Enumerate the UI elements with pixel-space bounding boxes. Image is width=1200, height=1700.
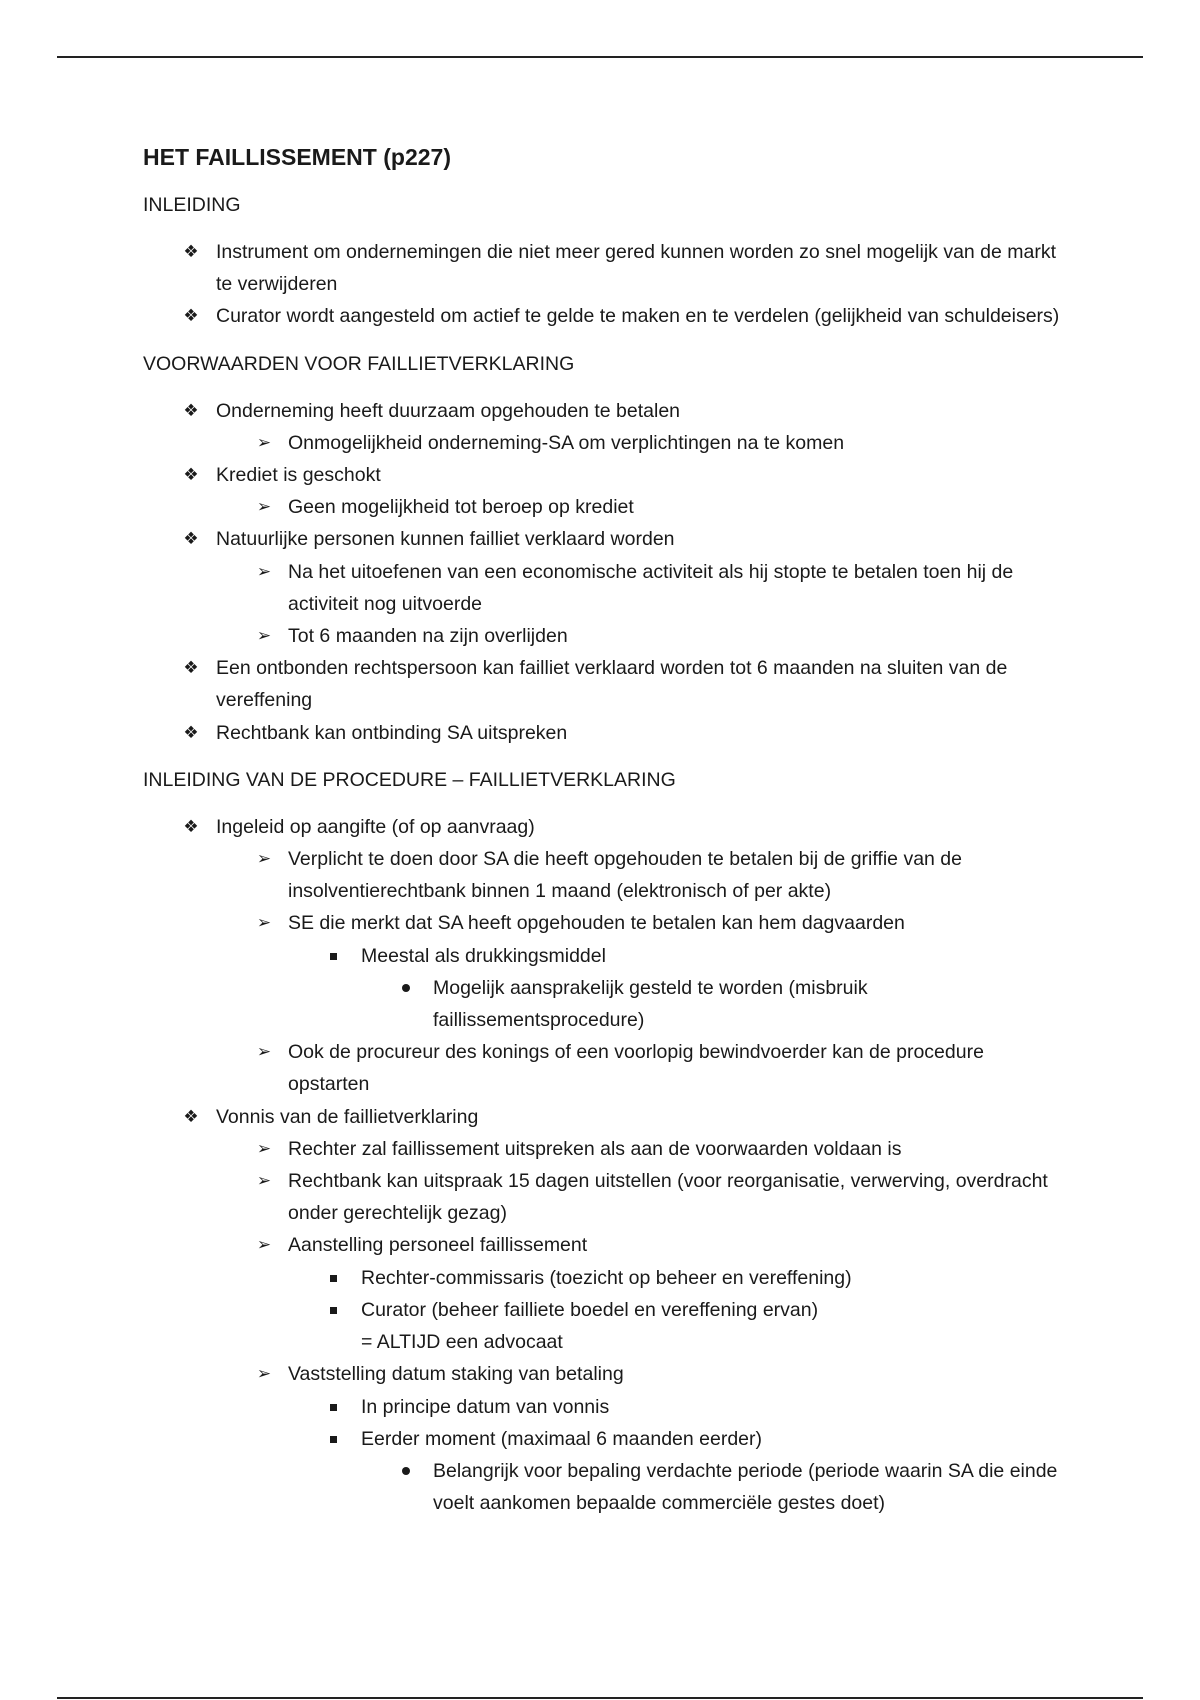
arrow-bullet-icon: ➢ (256, 1364, 272, 1384)
diamond-bullet-icon: ❖ (183, 816, 199, 836)
bottom-rule (57, 1697, 1143, 1699)
arrow-bullet-icon: ➢ (256, 1138, 272, 1158)
arrow-bullet-icon: ➢ (256, 497, 272, 517)
list-item: ❖ Instrument om ondernemingen die niet meer gered kunnen worden zo snel mogelijk van de markt te verwijderen (143, 236, 1063, 300)
top-rule (57, 56, 1143, 58)
arrow-bullet-icon: ➢ (256, 1042, 272, 1062)
list-item: Curator (beheer failliete boedel en vereffening ervan) (143, 1294, 1063, 1326)
list-item: Meestal als drukkingsmiddel (143, 940, 1063, 972)
diamond-bullet-icon: ❖ (183, 658, 199, 678)
section-heading-procedure: INLEIDING VAN DE PROCEDURE – FAILLIETVERKLARING (143, 768, 676, 791)
list-item: ➢ Vaststelling datum staking van betaling (143, 1358, 1063, 1390)
diamond-bullet-icon: ❖ (183, 465, 199, 485)
list-item: In principe datum van vonnis (143, 1391, 1063, 1423)
list-item: ➢ Verplicht te doen door SA die heeft opgehouden te betalen bij de griffie van de insolventierechtbank binnen 1 maand (elektronisch of per akte) (143, 843, 1063, 907)
arrow-bullet-icon: ➢ (256, 849, 272, 869)
list-item: ➢ Na het uitoefenen van een economische activiteit als hij stopte te betalen toen hij de activiteit nog uitvoerde (143, 556, 1063, 620)
list-item: Eerder moment (maximaal 6 maanden eerder) (143, 1423, 1063, 1455)
square-bullet-icon (330, 953, 337, 960)
list-item: ➢ Geen mogelijkheid tot beroep op krediet (143, 491, 1063, 523)
list-item: ❖ Onderneming heeft duurzaam opgehouden te betalen (143, 395, 1063, 427)
list-item: ➢ Ook de procureur des konings of een voorlopig bewindvoerder kan de procedure opstarten (143, 1036, 1063, 1100)
arrow-bullet-icon: ➢ (256, 1171, 272, 1191)
arrow-bullet-icon: ➢ (256, 626, 272, 646)
list-item: ➢ Rechter zal faillissement uitspreken als aan de voorwaarden voldaan is (143, 1133, 1063, 1165)
arrow-bullet-icon: ➢ (256, 913, 272, 933)
list-item: ➢ Tot 6 maanden na zijn overlijden (143, 620, 1063, 652)
list-item: ❖ Krediet is geschokt (143, 459, 1063, 491)
list-item-continuation: = ALTIJD een advocaat (361, 1331, 563, 1354)
list-item: Rechter-commissaris (toezicht op beheer en vereffening) (143, 1262, 1063, 1294)
section-list-inleiding (143, 236, 1063, 333)
diamond-bullet-icon: ❖ (183, 529, 199, 549)
list-item: ❖ Een ontbonden rechtspersoon kan failliet verklaard worden tot 6 maanden na sluiten van de vereffening (143, 652, 1063, 716)
diamond-bullet-icon: ❖ (183, 1106, 199, 1126)
dot-bullet-icon (402, 984, 410, 992)
list-item: ❖ Natuurlijke personen kunnen failliet verklaard worden (143, 523, 1063, 555)
diamond-bullet-icon: ❖ (183, 400, 199, 420)
diamond-bullet-icon: ❖ (183, 722, 199, 742)
document-title: HET FAILLISSEMENT (p227) (143, 144, 451, 170)
dot-bullet-icon (402, 1467, 410, 1475)
list-item: Mogelijk aansprakelijk gesteld te worden (misbruik faillissementsprocedure) (143, 972, 1063, 1036)
list-item: ❖ Curator wordt aangesteld om actief te gelde te maken en te verdelen (gelijkheid van schuldeisers) (143, 300, 1063, 332)
arrow-bullet-icon: ➢ (256, 432, 272, 452)
list-item: ❖ Vonnis van de faillietverklaring (143, 1101, 1063, 1133)
section-list-procedure (143, 811, 1063, 1519)
diamond-bullet-icon: ❖ (183, 306, 199, 326)
square-bullet-icon (330, 1307, 337, 1314)
document-body (143, 140, 1063, 1535)
square-bullet-icon (330, 1275, 337, 1282)
list-item: ➢ Aanstelling personeel faillissement (143, 1229, 1063, 1261)
section-heading-inleiding: INLEIDING (143, 194, 241, 216)
section-heading-voorwaarden: VOORWAARDEN VOOR FAILLIETVERKLARING (143, 352, 575, 375)
section-list-voorwaarden (143, 395, 1063, 749)
list-item: Belangrijk voor bepaling verdachte periode (periode waarin SA die einde voelt aankomen bepaalde commerciële gestes doet) (143, 1455, 1063, 1519)
list-item: ❖ Ingeleid op aangifte (of op aanvraag) (143, 811, 1063, 843)
diamond-bullet-icon: ❖ (183, 242, 199, 261)
list-item: ➢ Onmogelijkheid onderneming-SA om verplichtingen na te komen (143, 427, 1063, 459)
list-item: ➢ SE die merkt dat SA heeft opgehouden te betalen kan hem dagvaarden (143, 907, 1063, 939)
arrow-bullet-icon: ➢ (256, 1235, 272, 1255)
square-bullet-icon (330, 1436, 337, 1443)
square-bullet-icon (330, 1404, 337, 1411)
arrow-bullet-icon: ➢ (256, 561, 272, 581)
list-item: ➢ Rechtbank kan uitspraak 15 dagen uitstellen (voor reorganisatie, verwerving, overdracht onder gerechtelijk gezag) (143, 1165, 1063, 1229)
list-item: ❖ Rechtbank kan ontbinding SA uitspreken (143, 717, 1063, 749)
